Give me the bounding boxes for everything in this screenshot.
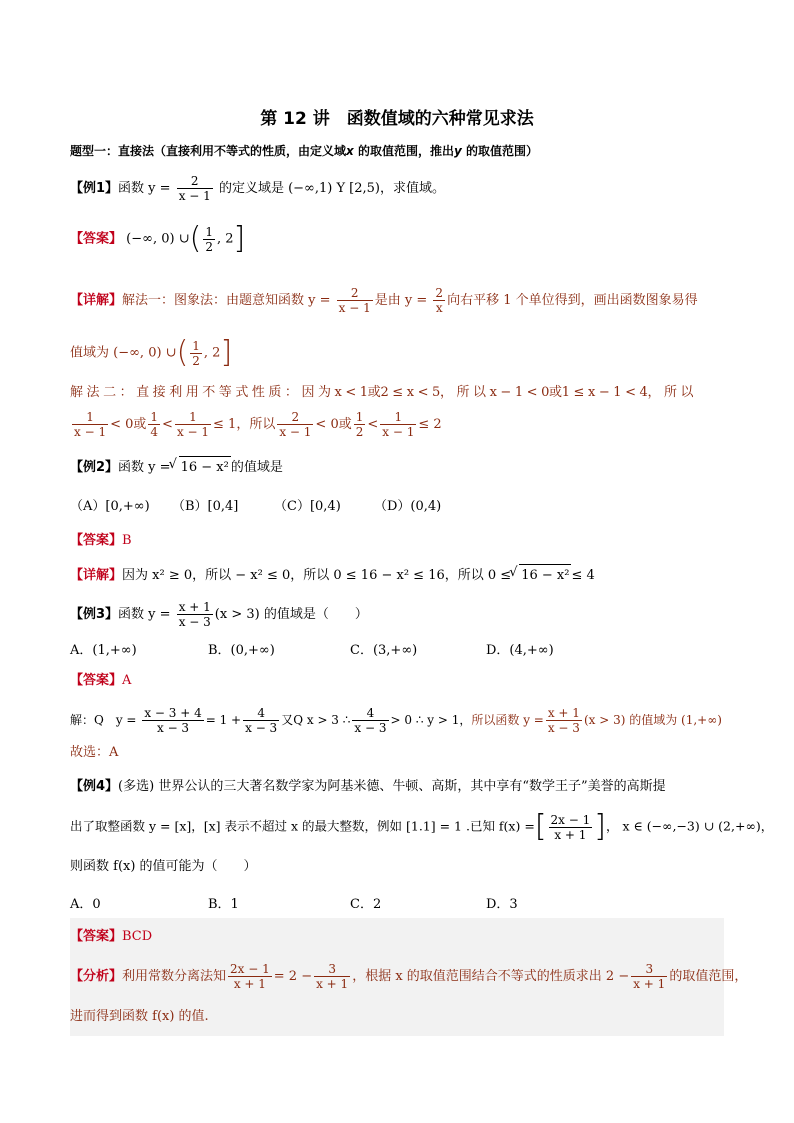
frac-den: 2: [355, 425, 364, 439]
ex3-q-fraction: [177, 600, 213, 629]
ex2-q-sqrt: √ 16 − x²: [179, 456, 231, 479]
example-1-method2-line1: [70, 382, 724, 404]
ex4-analysis-a: 利用常数分离法知: [122, 969, 227, 984]
ex3-sol-a: 解：Q y =: [70, 713, 137, 727]
ex1-q-post: 的定义域是 (−∞,1) Y [2,5)，求值域。: [218, 181, 446, 196]
ex3-answer: A: [122, 673, 132, 688]
frac-6: [380, 410, 416, 439]
ex3-option-c: C．(3,+∞): [350, 643, 418, 658]
frac-num: x + 1: [547, 706, 580, 720]
ex2-option-c: （C）[0,4): [274, 499, 341, 514]
ex2-answer: B: [122, 533, 132, 548]
frac-num: 1: [394, 410, 403, 424]
example-4-line2: [70, 809, 774, 844]
ex2-option-d: （D）(0,4): [374, 499, 442, 514]
frac-num: 1: [150, 410, 159, 424]
example-1-tag: 【例1】: [70, 181, 119, 196]
example-4-answer: [70, 926, 724, 948]
frac-2: [148, 410, 160, 439]
example-1-detail-line1: [70, 286, 724, 315]
example-4-line3: [70, 856, 724, 878]
ex1-answer-den: 2: [205, 239, 213, 254]
example-2-options: [70, 496, 724, 518]
ex1-detail-c: 向右平移 1 个单位得到，画出函数图象易得: [447, 293, 698, 308]
ex3-sol-e: 所以函数 y =: [471, 713, 544, 727]
frac-den: x + 1: [228, 976, 272, 991]
ex3-q-pre: 函数 y =: [118, 607, 171, 622]
ex4-option-d: D．3: [486, 897, 518, 912]
frac-num: 1: [355, 410, 364, 424]
ex4-analysis-d: 的取值范围，: [669, 969, 748, 984]
ex3-sol-frac2: [243, 706, 279, 735]
frac-den: x − 3: [245, 721, 278, 735]
ex2-detail-a: 因为 x² ≥ 0，所以 − x² ≤ 0，所以 0 ≤ 16 − x² ≤ 16，所以 0 ≤: [122, 568, 512, 583]
section-heading-var-x: x: [346, 144, 354, 158]
frac-den: x + 1: [316, 977, 349, 991]
frac-num: 2: [435, 286, 444, 300]
example-1-question: [70, 174, 724, 203]
ex4-line2-b: ， x ∈ (−∞,−3) ∪ (2,+∞)，: [605, 818, 774, 834]
m2-b3: ≤ 1，所以: [213, 417, 276, 432]
frac-5: [354, 410, 366, 439]
example-2-question: [70, 456, 724, 479]
ex4-option-b: B．1: [208, 897, 239, 912]
frac-den: x − 1: [382, 425, 415, 439]
ex2-q-pre: 函数 y =: [118, 460, 171, 475]
section-heading-var-y: y: [453, 144, 462, 158]
section-heading-end: 的取值范围）: [461, 144, 538, 158]
ex1-answer-fraction: [203, 225, 215, 254]
ex1-method2-a: 解 法 二 ： 直 接 利 用 不 等 式 性 质 ： 因 为 x < 1或2 ≤ x < 5， 所 以 x − 1 < 0或1 ≤ x − 1 < 4， 所 以: [70, 385, 694, 400]
frac-num: 2x − 1: [550, 812, 591, 827]
m2-b1: < 0或: [110, 417, 147, 432]
ex3-sol-f: (x > 3) 的值域为 (1,+∞): [583, 713, 722, 727]
frac-num: 1: [192, 338, 200, 353]
ex4-ana-frac2: [314, 962, 350, 991]
ex3-option-d: D．(4,+∞): [486, 643, 554, 658]
frac-den: x − 1: [176, 425, 210, 439]
section-heading: [70, 140, 724, 162]
ex1-q-pre: 函数 y =: [118, 181, 171, 196]
example-3-choice: [70, 742, 724, 764]
ex3-sol-frac3: [352, 706, 388, 735]
example-1-detail-line2: [70, 335, 724, 370]
m2-b2: <: [162, 417, 173, 432]
detail-tag: 【详解】: [70, 293, 123, 308]
example-4-line1: [70, 776, 724, 798]
ex1-answer-num: 1: [205, 224, 213, 239]
example-3-tag: 【例3】: [70, 607, 119, 622]
ex4-line2-a: 出了取整函数 y = [x]，[x] 表示不超过 x 的最大整数，例如 [1.1] = 1 .已知 f(x) =: [70, 818, 535, 834]
m2-b5: <: [367, 417, 379, 432]
ex2-option-a: （A）[0,+∞): [70, 499, 150, 514]
frac-den: 4: [150, 425, 159, 439]
ex1-answer-post: , 2: [216, 231, 234, 247]
ex4-option-c: C．2: [350, 897, 382, 912]
answer-tag: 【答案】: [70, 533, 123, 548]
frac-den: x: [433, 300, 445, 315]
ex3-option-b: B．(0,+∞): [208, 643, 275, 658]
example-3-answer: [70, 670, 724, 692]
frac-den: x − 3: [547, 721, 580, 735]
frac-den: x + 1: [633, 977, 666, 991]
ex2-detail-b: ≤ 4: [571, 568, 595, 583]
ex3-choice: 故选：A: [70, 745, 119, 760]
ex3-sol-b: = 1 +: [205, 713, 242, 727]
ex1-q-num: 2: [190, 174, 199, 188]
m2-b6: ≤ 2: [418, 417, 442, 432]
frac-4: [277, 410, 313, 439]
ex3-sol-frac1: [142, 706, 203, 735]
ex4-ana-frac1: [228, 962, 272, 991]
frac-den: 2: [192, 353, 200, 368]
ex2-q-post: 的值域是: [230, 460, 283, 475]
bracket-close: ]: [594, 809, 606, 844]
example-4-options: [70, 894, 724, 916]
ex1-q-fraction: [177, 174, 213, 203]
bracket-open: [: [534, 809, 547, 844]
bracket-open: (: [189, 221, 202, 256]
ex1-detail-range-fraction: [190, 339, 202, 368]
ex3-sol-c: 又Q x > 3 ∴: [281, 713, 351, 727]
bracket-open: (: [176, 335, 189, 370]
ex1-detail-a: 解法一：图象法：由题意知函数 y =: [122, 293, 331, 308]
section-heading-text: 题型一：直接法（直接利用不等式的性质，由定义域: [70, 144, 347, 158]
ex1-detail-b: 是由 y =: [374, 293, 428, 308]
ex3-sol-frac4: [546, 706, 582, 735]
frac-den: x − 1: [279, 425, 312, 439]
frac-num: 1: [86, 410, 94, 424]
frac-3: [175, 410, 211, 439]
ex1-detail-d: 值域为 (−∞, 0) ∪: [70, 345, 177, 361]
frac-den: x − 3: [354, 721, 387, 735]
frac-num: 1: [189, 410, 197, 424]
example-3-solution: [70, 706, 724, 735]
ex1-detail-fraction2: [433, 286, 445, 315]
example-3-options: [70, 640, 724, 662]
example-2-tag: 【例2】: [70, 460, 119, 475]
ex3-q-post: (x > 3) 的值域是（ ）: [214, 607, 368, 622]
example-2-answer: [70, 530, 724, 552]
ex4-ana-frac3: [631, 962, 667, 991]
ex1-detail-d-post: , 2: [203, 345, 221, 361]
ex3-sol-d: > 0 ∴ y > 1，: [390, 713, 472, 727]
ex3-option-a: A．(1,+∞): [70, 643, 137, 658]
frac-num: x + 1: [178, 600, 211, 614]
frac-num: 3: [328, 962, 336, 976]
ex4-line3: 则函数 f(x) 的值可能为（ ）: [70, 859, 257, 874]
example-4-analysis-line2: [70, 1006, 724, 1028]
page-title: 第 12 讲 函数值域的六种常见求法: [260, 109, 534, 129]
detail-tag: 【详解】: [70, 568, 123, 583]
ex1-q-den: x − 1: [178, 189, 211, 203]
frac-den: x − 3: [142, 720, 203, 735]
frac-den: x − 3: [178, 615, 211, 629]
example-2-detail: [70, 564, 724, 587]
frac-num: x − 3 + 4: [144, 706, 202, 720]
section-heading-mid: 的取值范围，推出: [353, 144, 454, 158]
ex4-analysis-e: 进而得到函数 f(x) 的值.: [70, 1009, 209, 1024]
frac-num: 2: [291, 410, 300, 424]
ex4-line1: (多选) 世界公认的三大著名数学家为阿基米德、牛顿、高斯，其中享有“数学王子”美誉的高斯提: [118, 779, 666, 794]
bracket-close: ]: [233, 221, 246, 256]
ex2-detail-sqrt: √ 16 − x²: [519, 564, 571, 587]
frac-num: 4: [257, 706, 265, 720]
frac-num: 4: [366, 706, 375, 720]
ex4-option-a: A．0: [70, 897, 101, 912]
frac-num: 2x − 1: [230, 962, 270, 976]
frac-den: x − 1: [338, 301, 371, 315]
ex4-analysis-b: = 2 −: [273, 969, 313, 984]
example-4-tag: 【例4】: [70, 779, 119, 794]
example-4-analysis-line1: [70, 962, 748, 991]
example-1-method2-line2: [70, 410, 724, 439]
example-3-question: [70, 600, 724, 629]
ex4-answer: BCD: [122, 929, 153, 944]
answer-tag: 【答案】: [70, 929, 123, 944]
frac-1: [72, 410, 108, 439]
ex4-analysis-c: ，根据 x 的取值范围结合不等式的性质求出 2 −: [352, 969, 630, 984]
ex1-answer-pre: (−∞, 0) ∪: [126, 231, 190, 247]
ex2-option-b: （B）[0,4]: [172, 499, 239, 514]
ex4-line2-fraction: [549, 813, 593, 842]
answer-tag: 【答案】: [70, 673, 123, 688]
frac-num: 3: [645, 962, 654, 976]
analysis-tag: 【分析】: [70, 969, 123, 984]
bracket-close: ]: [220, 335, 233, 370]
m2-b4: < 0或: [315, 417, 352, 432]
frac-den: x + 1: [549, 827, 593, 842]
answer-tag: 【答案】: [70, 231, 123, 247]
ex1-detail-fraction1: [337, 286, 373, 315]
example-1-answer: [70, 221, 724, 256]
frac-den: x − 1: [74, 425, 107, 439]
frac-num: 2: [350, 286, 359, 300]
